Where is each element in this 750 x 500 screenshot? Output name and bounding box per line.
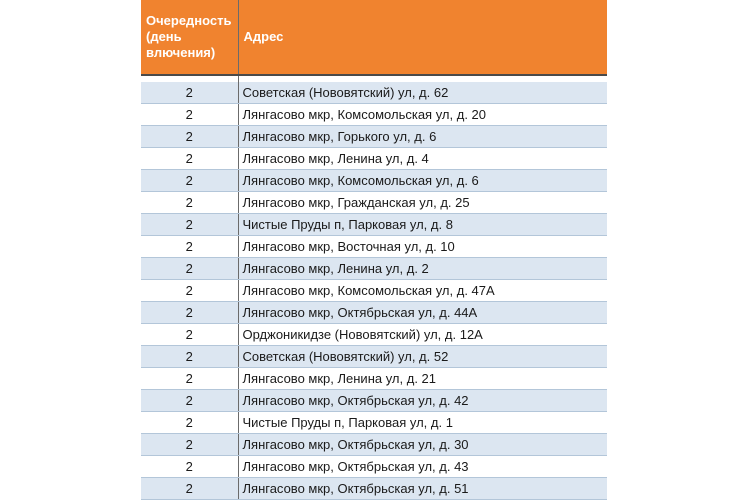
priority-cell[interactable]: 2	[141, 434, 238, 456]
priority-cell[interactable]: 2	[141, 170, 238, 192]
table-row	[141, 82, 607, 104]
table-row	[141, 478, 607, 500]
priority-cell[interactable]: 2	[141, 148, 238, 170]
address-cell[interactable]: Чистые Пруды п, Парковая ул, д. 8	[238, 214, 607, 236]
priority-cell[interactable]: 2	[141, 456, 238, 478]
address-cell[interactable]: Советская (Нововятский) ул, д. 62	[238, 82, 607, 104]
table-row	[141, 390, 607, 412]
address-cell[interactable]: Советская (Нововятский) ул, д. 52	[238, 346, 607, 368]
spreadsheet	[141, 0, 607, 500]
header-row	[141, 0, 607, 75]
address-cell[interactable]: Лянгасово мкр, Октябрьская ул, д. 42	[238, 390, 607, 412]
table-row	[141, 324, 607, 346]
address-cell[interactable]: Орджоникидзе (Нововятский) ул, д. 12А	[238, 324, 607, 346]
table-row	[141, 148, 607, 170]
header-address[interactable]: Адрес	[238, 0, 607, 75]
address-cell[interactable]: Лянгасово мкр, Комсомольская ул, д. 6	[238, 170, 607, 192]
header-gap-row	[141, 75, 607, 82]
table-row	[141, 126, 607, 148]
priority-cell[interactable]: 2	[141, 126, 238, 148]
table-row	[141, 236, 607, 258]
address-cell[interactable]: Лянгасово мкр, Октябрьская ул, д. 44А	[238, 302, 607, 324]
table-row	[141, 456, 607, 478]
table-row	[141, 280, 607, 302]
address-cell[interactable]: Чистые Пруды п, Парковая ул, д. 1	[238, 412, 607, 434]
address-cell[interactable]: Лянгасово мкр, Октябрьская ул, д. 43	[238, 456, 607, 478]
gap-cell	[238, 75, 607, 82]
address-cell[interactable]: Лянгасово мкр, Комсомольская ул, д. 20	[238, 104, 607, 126]
priority-cell[interactable]: 2	[141, 302, 238, 324]
table-row	[141, 346, 607, 368]
priority-cell[interactable]: 2	[141, 192, 238, 214]
priority-cell[interactable]: 2	[141, 412, 238, 434]
priority-cell[interactable]: 2	[141, 280, 238, 302]
table-row	[141, 214, 607, 236]
priority-cell[interactable]: 2	[141, 82, 238, 104]
priority-cell[interactable]: 2	[141, 104, 238, 126]
priority-cell[interactable]: 2	[141, 478, 238, 500]
priority-cell[interactable]: 2	[141, 346, 238, 368]
header-priority[interactable]: Очередность (день влючения)	[141, 0, 238, 75]
priority-cell[interactable]: 2	[141, 258, 238, 280]
table-body	[141, 82, 607, 500]
table-row	[141, 258, 607, 280]
priority-cell[interactable]: 2	[141, 368, 238, 390]
table-row	[141, 412, 607, 434]
priority-cell[interactable]: 2	[141, 390, 238, 412]
table-row	[141, 434, 607, 456]
gap-cell	[141, 75, 238, 82]
address-cell[interactable]: Лянгасово мкр, Комсомольская ул, д. 47А	[238, 280, 607, 302]
address-cell[interactable]: Лянгасово мкр, Ленина ул, д. 21	[238, 368, 607, 390]
address-table	[141, 0, 607, 500]
address-cell[interactable]: Лянгасово мкр, Восточная ул, д. 10	[238, 236, 607, 258]
table-row	[141, 104, 607, 126]
table-row	[141, 302, 607, 324]
table-row	[141, 192, 607, 214]
address-cell[interactable]: Лянгасово мкр, Ленина ул, д. 4	[238, 148, 607, 170]
priority-cell[interactable]: 2	[141, 214, 238, 236]
address-cell[interactable]: Лянгасово мкр, Ленина ул, д. 2	[238, 258, 607, 280]
table-row	[141, 368, 607, 390]
address-cell[interactable]: Лянгасово мкр, Октябрьская ул, д. 30	[238, 434, 607, 456]
table-row	[141, 170, 607, 192]
address-cell[interactable]: Лянгасово мкр, Октябрьская ул, д. 51	[238, 478, 607, 500]
address-cell[interactable]: Лянгасово мкр, Горького ул, д. 6	[238, 126, 607, 148]
address-cell[interactable]: Лянгасово мкр, Гражданская ул, д. 25	[238, 192, 607, 214]
priority-cell[interactable]: 2	[141, 324, 238, 346]
priority-cell[interactable]: 2	[141, 236, 238, 258]
